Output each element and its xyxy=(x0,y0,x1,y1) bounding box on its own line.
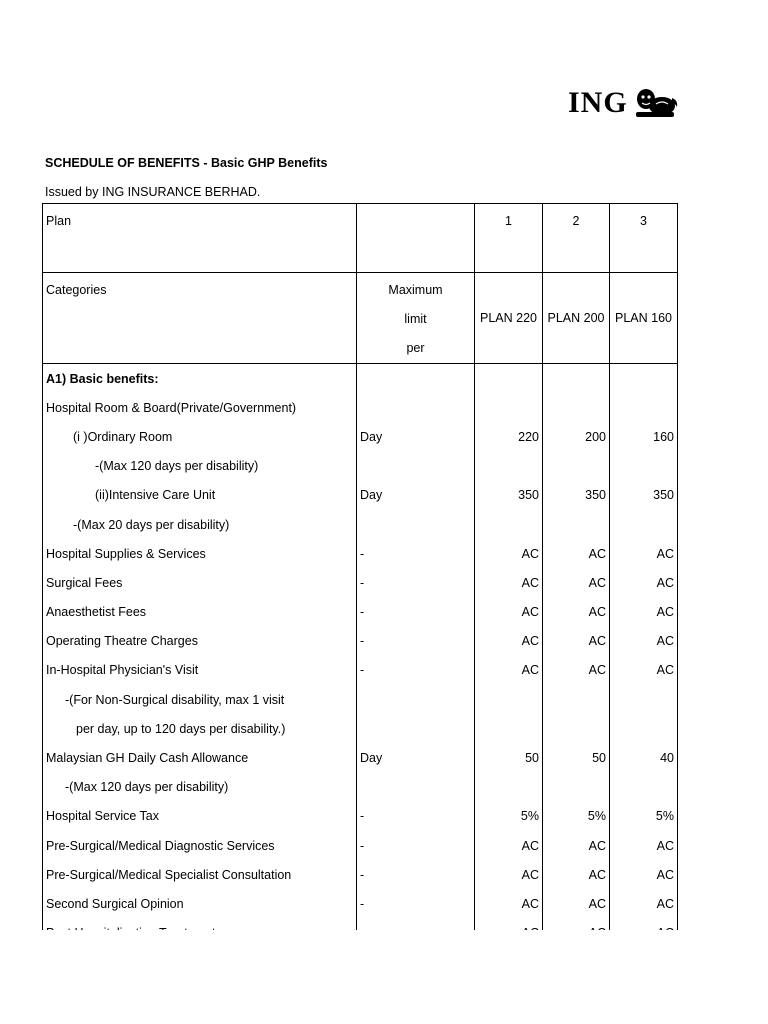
plan-3-value: AC xyxy=(610,598,678,627)
limit-unit: Day xyxy=(357,422,475,451)
plan-3-value xyxy=(610,685,678,714)
plan-1-value: 220 xyxy=(475,422,543,451)
limit-unit: - xyxy=(357,656,475,685)
table-row xyxy=(43,656,678,685)
max-limit-line-3: per xyxy=(406,341,425,355)
table-row xyxy=(43,831,678,860)
plan-1-value xyxy=(475,393,543,422)
ing-logo xyxy=(568,86,680,120)
section-empty-2 xyxy=(543,364,610,394)
limit-unit xyxy=(357,773,475,802)
max-limit-header xyxy=(357,273,475,364)
logo-text: ING xyxy=(568,86,628,119)
benefit-label: Pre-Surgical/Medical Specialist Consultation xyxy=(43,860,357,889)
plan-2-value: AC xyxy=(543,598,610,627)
plan-3-value xyxy=(610,452,678,481)
section-empty-1 xyxy=(475,364,543,394)
benefit-label: -(Max 120 days per disability) xyxy=(43,452,357,481)
plan-1-value: AC xyxy=(475,598,543,627)
plan-2-value xyxy=(543,714,610,743)
limit-unit: - xyxy=(357,627,475,656)
plan-1-value xyxy=(475,452,543,481)
plan-3-value: 350 xyxy=(610,481,678,510)
limit-unit: - xyxy=(357,802,475,831)
table-row xyxy=(43,510,678,539)
table-row xyxy=(43,627,678,656)
plan-3-value xyxy=(610,773,678,802)
plan-1-value: AC xyxy=(475,889,543,918)
plan-1-value: AC xyxy=(475,656,543,685)
limit-unit: - xyxy=(357,831,475,860)
plan-3-value: AC xyxy=(610,627,678,656)
limit-unit: - xyxy=(357,889,475,918)
plan-3-value: AC xyxy=(610,539,678,568)
plan-3-value: AC xyxy=(610,656,678,685)
benefit-label: Operating Theatre Charges xyxy=(43,627,357,656)
plan-2-value: 50 xyxy=(543,743,610,772)
limit-unit xyxy=(357,685,475,714)
plan-2-value: AC xyxy=(543,627,610,656)
benefit-label: In-Hospital Physician's Visit xyxy=(43,656,357,685)
plan-2-value: AC xyxy=(543,656,610,685)
table-row xyxy=(43,743,678,772)
plan-number-3: 3 xyxy=(610,204,678,273)
page-title: SCHEDULE OF BENEFITS - Basic GHP Benefits xyxy=(45,156,328,170)
plan-1-value xyxy=(475,510,543,539)
limit-unit: Day xyxy=(357,743,475,772)
plan-1-value: AC xyxy=(475,627,543,656)
benefit-label: Hospital Service Tax xyxy=(43,802,357,831)
plan-1-value: 350 xyxy=(475,481,543,510)
plan-2-value: 200 xyxy=(543,422,610,451)
plan-2-value xyxy=(543,393,610,422)
section-row xyxy=(43,364,678,394)
table-row xyxy=(43,422,678,451)
plan-1-value xyxy=(475,685,543,714)
max-limit-line-2: limit xyxy=(404,312,427,326)
table-row xyxy=(43,452,678,481)
table-row xyxy=(43,714,678,743)
benefit-label: -(Max 20 days per disability) xyxy=(43,510,357,539)
table-row xyxy=(43,889,678,918)
plan-3-value: 5% xyxy=(610,802,678,831)
benefit-label: Surgical Fees xyxy=(43,568,357,597)
benefit-label: -(Max 120 days per disability) xyxy=(43,773,357,802)
plan-2-value: AC xyxy=(543,889,610,918)
plan-2-value xyxy=(543,685,610,714)
benefit-label: Malaysian GH Daily Cash Allowance xyxy=(43,743,357,772)
benefit-label: -(For Non-Surgical disability, max 1 visit xyxy=(43,685,357,714)
plan-2-value: 5% xyxy=(543,802,610,831)
plan-2-value: AC xyxy=(543,860,610,889)
limit-unit: - xyxy=(357,539,475,568)
plan-1-value: AC xyxy=(475,860,543,889)
plan-3-value xyxy=(610,510,678,539)
plan-3-value: 40 xyxy=(610,743,678,772)
plan-name-1: PLAN 220 xyxy=(475,273,543,364)
limit-unit xyxy=(357,510,475,539)
plan-1-value: 5% xyxy=(475,802,543,831)
limit-unit: - xyxy=(357,568,475,597)
plan-3-value: AC xyxy=(610,860,678,889)
plan-2-value xyxy=(543,510,610,539)
plan-2-value xyxy=(543,452,610,481)
categories-label: Categories xyxy=(43,273,357,364)
plan-number-1: 1 xyxy=(475,204,543,273)
limit-unit xyxy=(357,452,475,481)
plan-1-value xyxy=(475,714,543,743)
benefit-label: per day, up to 120 days per disability.) xyxy=(43,714,357,743)
plan-3-value: 160 xyxy=(610,422,678,451)
section-empty-3 xyxy=(610,364,678,394)
plan-2-value: AC xyxy=(543,831,610,860)
plan-2-value: AC xyxy=(543,539,610,568)
limit-unit xyxy=(357,393,475,422)
page-cutoff xyxy=(42,930,682,1024)
section-empty-limit xyxy=(357,364,475,394)
table-row xyxy=(43,539,678,568)
plan-3-value: AC xyxy=(610,831,678,860)
limit-unit: - xyxy=(357,860,475,889)
plan-2-value: 350 xyxy=(543,481,610,510)
limit-unit: - xyxy=(357,598,475,627)
categories-header-row xyxy=(43,273,678,364)
limit-unit: Day xyxy=(357,481,475,510)
max-limit-line-1: Maximum xyxy=(388,283,443,297)
plan-1-value: AC xyxy=(475,568,543,597)
table-row xyxy=(43,860,678,889)
benefit-label: (ii)Intensive Care Unit xyxy=(43,481,357,510)
plan-3-value xyxy=(610,714,678,743)
plan-3-value xyxy=(610,393,678,422)
plan-3-value: AC xyxy=(610,568,678,597)
plan-label: Plan xyxy=(43,204,357,273)
plan-1-value: 50 xyxy=(475,743,543,772)
table-row xyxy=(43,773,678,802)
table-row xyxy=(43,568,678,597)
plan-number-2: 2 xyxy=(543,204,610,273)
plan-name-3: PLAN 160 xyxy=(610,273,678,364)
benefit-label: Hospital Supplies & Services xyxy=(43,539,357,568)
section-title: A1) Basic benefits: xyxy=(43,364,357,394)
plan-3-value: AC xyxy=(610,889,678,918)
plan-1-value: AC xyxy=(475,539,543,568)
plan-limit-empty xyxy=(357,204,475,273)
table-row xyxy=(43,393,678,422)
benefit-label: (i )Ordinary Room xyxy=(43,422,357,451)
plan-2-value xyxy=(543,773,610,802)
issuer-line: Issued by ING INSURANCE BERHAD. xyxy=(45,185,261,199)
plan-header-row xyxy=(43,204,678,273)
benefit-label: Hospital Room & Board(Private/Government) xyxy=(43,393,357,422)
benefits-table xyxy=(42,203,678,948)
benefit-label: Pre-Surgical/Medical Diagnostic Services xyxy=(43,831,357,860)
table-row xyxy=(43,481,678,510)
plan-2-value: AC xyxy=(543,568,610,597)
benefit-label: Second Surgical Opinion xyxy=(43,889,357,918)
plan-1-value: AC xyxy=(475,831,543,860)
table-row xyxy=(43,685,678,714)
benefit-label: Anaesthetist Fees xyxy=(43,598,357,627)
table-row xyxy=(43,802,678,831)
plan-1-value xyxy=(475,773,543,802)
table-row xyxy=(43,598,678,627)
limit-unit xyxy=(357,714,475,743)
plan-name-2: PLAN 200 xyxy=(543,273,610,364)
lion-icon xyxy=(632,86,680,120)
